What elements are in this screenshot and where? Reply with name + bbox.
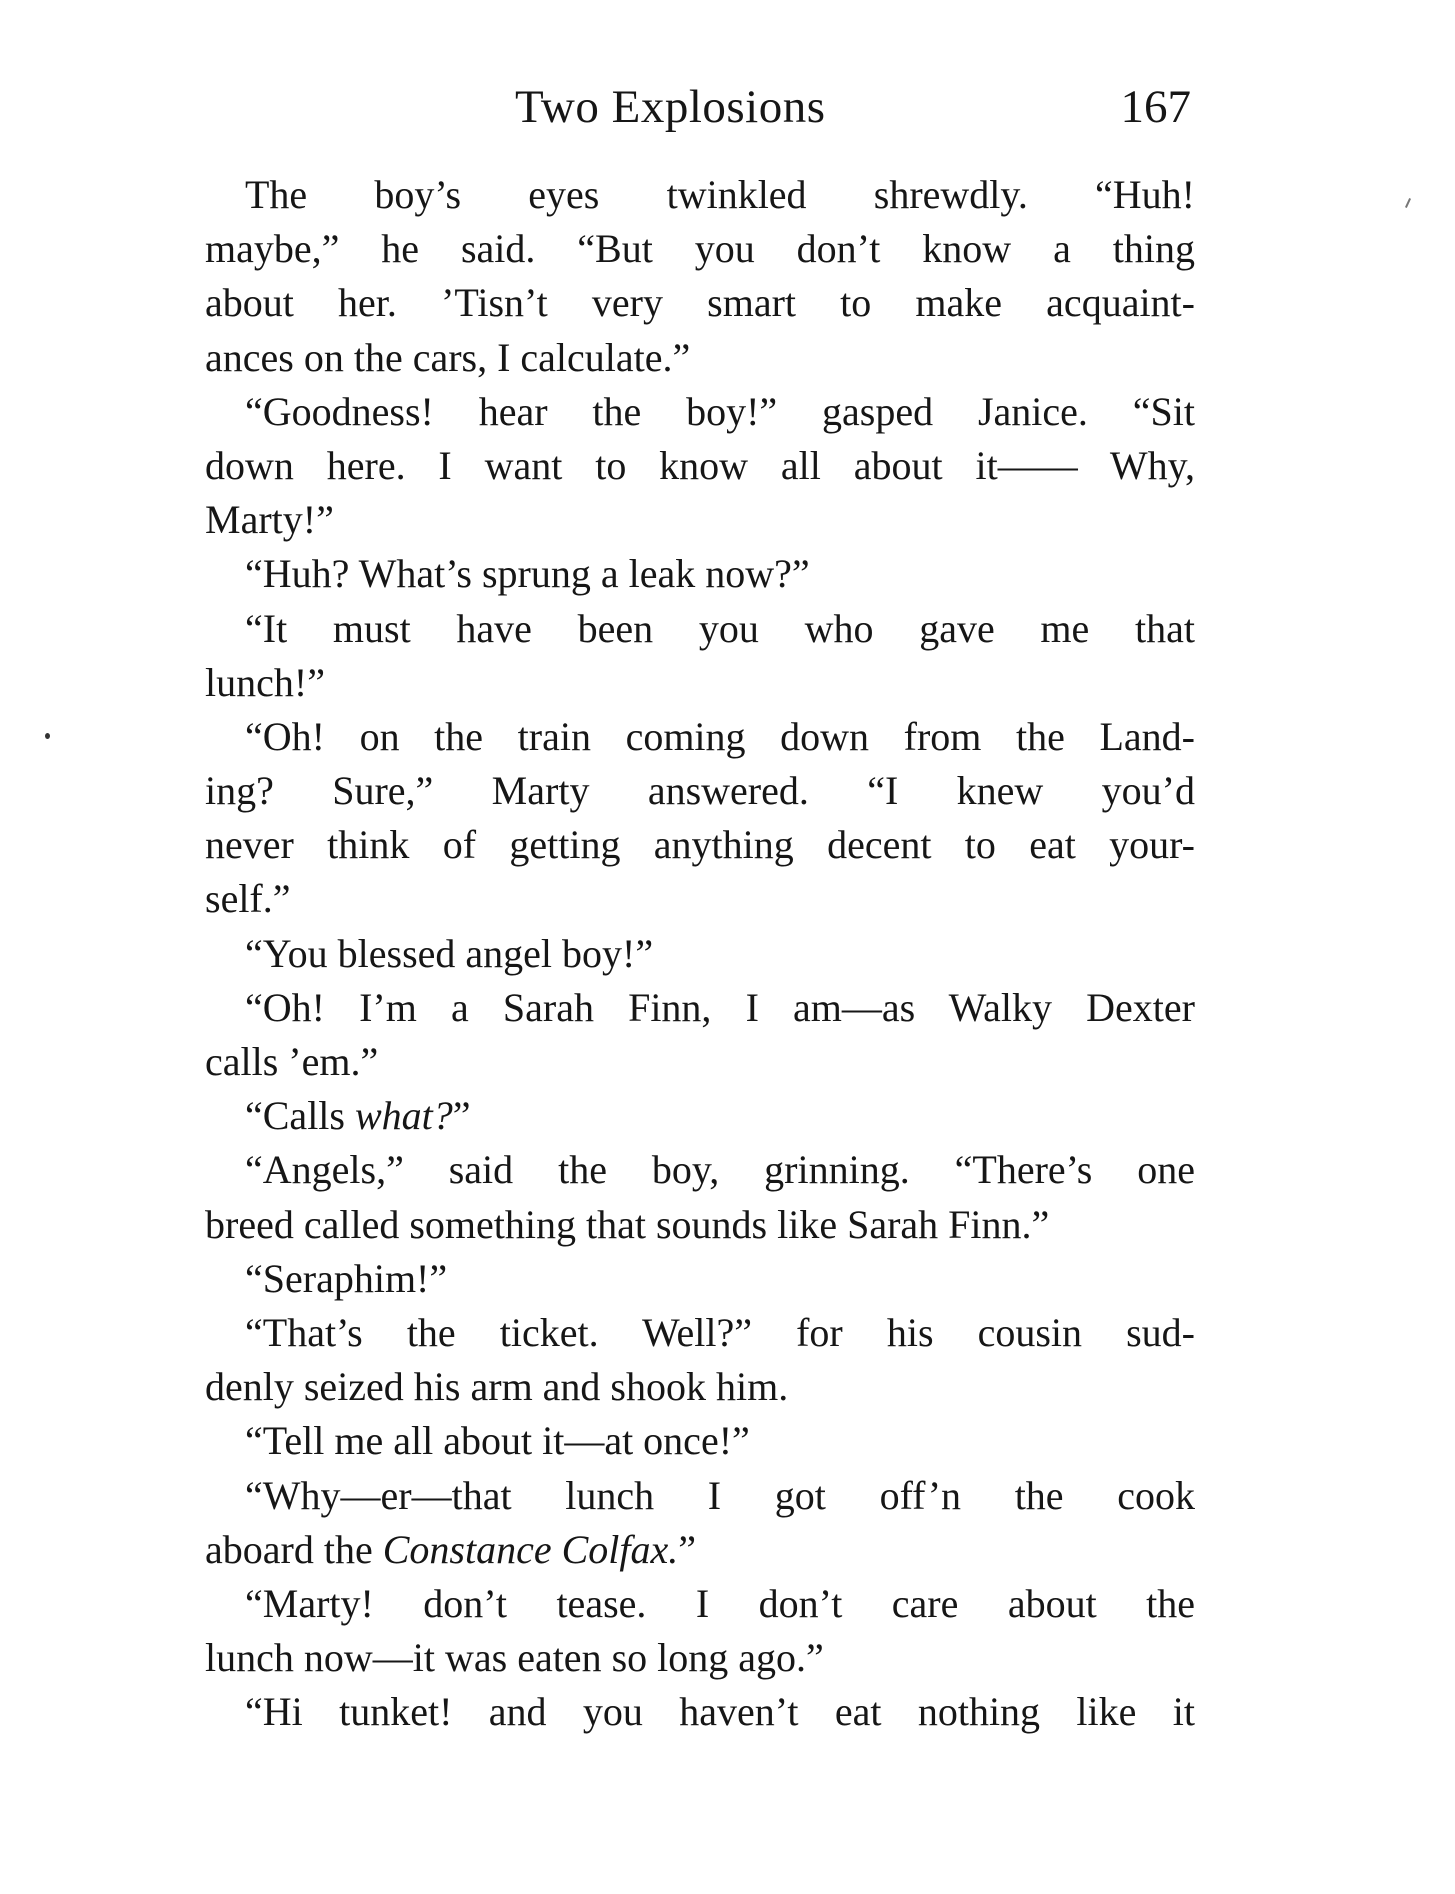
text-line: “Why—er—that lunch I got off’n the cook — [245, 1472, 1195, 1518]
italic-word: what? — [354, 1093, 453, 1139]
text-line: lunch!” — [205, 659, 325, 705]
text-line: “Calls what?” — [245, 1093, 471, 1139]
scan-speck — [45, 733, 50, 739]
text-line: “That’s the ticket. Well?” for his cousin sud- — [245, 1309, 1195, 1355]
text-line: “Angels,” said the boy, grinning. “There’s one — [245, 1147, 1195, 1193]
text-line: Marty!” — [205, 497, 334, 543]
text-line: down here. I want to know all about it—— Why, — [205, 442, 1195, 488]
page-number: 167 — [1120, 81, 1191, 133]
text-line: aboard the Constance Colfax.” — [205, 1526, 696, 1572]
text-line: “Huh? What’s sprung a leak now?” — [245, 551, 810, 597]
scan-mark — [1405, 198, 1411, 208]
page-header — [205, 80, 1205, 150]
text-line: “Oh! I’m a Sarah Finn, I am—as Walky Dexter — [245, 984, 1195, 1030]
text-line: “You blessed angel boy!” — [245, 930, 654, 976]
text-line: self.” — [205, 876, 291, 922]
text-line: “Oh! on the train coming down from the Land- — [245, 713, 1195, 759]
text-line: The boy’s eyes twinkled shrewdly. “Huh! — [245, 172, 1195, 217]
body-text — [205, 168, 1195, 1739]
text-line: lunch now—it was eaten so long ago.” — [205, 1635, 824, 1681]
text-line: ing? Sure,” Marty answered. “I knew you’d — [205, 768, 1195, 814]
text-line: maybe,” he said. “But you don’t know a thing — [205, 226, 1195, 272]
text-line: breed called something that sounds like Sarah Finn.” — [205, 1201, 1050, 1247]
text-line: “Hi tunket! and you haven’t eat nothing like it — [245, 1689, 1195, 1735]
text-line: ances on the cars, I calculate.” — [205, 334, 691, 380]
italic-ship-name: Constance Colfax. — [382, 1526, 679, 1572]
text-line: about her. ’Tisn’t very smart to make acquaint- — [205, 280, 1195, 326]
text-line: calls ’em.” — [205, 1039, 379, 1084]
text-line: never think of getting anything decent to eat your- — [205, 822, 1195, 868]
text-line: “It must have been you who gave me that — [245, 605, 1195, 651]
text-line: denly seized his arm and shook him. — [205, 1364, 789, 1410]
text-line: “Tell me all about it—at once!” — [245, 1418, 750, 1464]
running-title: Two Explosions — [515, 81, 826, 133]
text-line: “Seraphim!” — [245, 1255, 448, 1301]
text-line: “Goodness! hear the boy!” gasped Janice. “Sit — [245, 388, 1195, 434]
text-line: “Marty! don’t tease. I don’t care about the — [245, 1580, 1195, 1626]
